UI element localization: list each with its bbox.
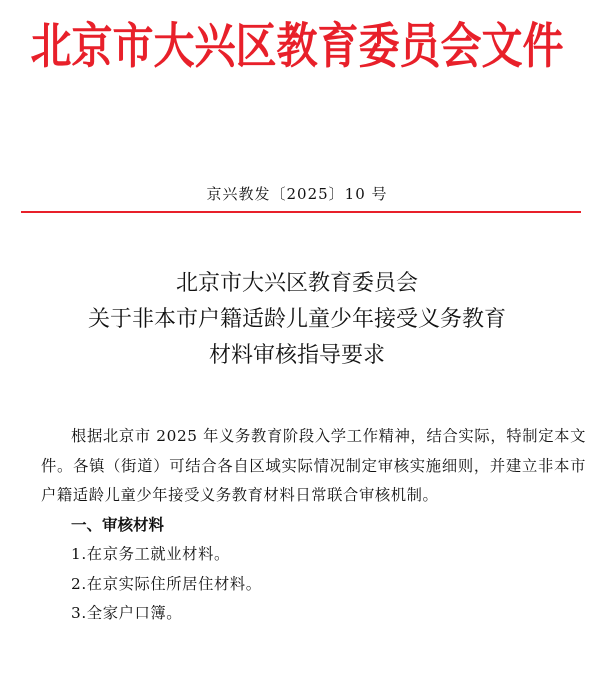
- intro-paragraph: 根据北京市 2025 年义务教育阶段入学工作精神，结合实际，特制定本文件。各镇（街道）可结合各自区域实际情况制定审核实施细则，并建立非本市户籍适龄儿童少年接受义务教育材料日常联合审核机制。: [41, 427, 586, 504]
- list-item: 3.全家户口簿。: [71, 604, 183, 622]
- title-line-3: 材料审核指导要求: [208, 343, 385, 368]
- document-number: 京兴教发〔2025〕10 号: [206, 185, 388, 203]
- issuer-masthead: 北京市大兴区教育委员会文件: [30, 17, 564, 75]
- title-line-2: 关于非本市户籍适龄儿童少年接受义务教育: [87, 307, 506, 332]
- red-divider-rule: [21, 211, 581, 213]
- list-item: 1.在京务工就业材料。: [71, 545, 230, 563]
- list-item: 2.在京实际住所居住材料。: [71, 574, 262, 593]
- document-title: [0, 266, 594, 374]
- document-body: [41, 422, 586, 629]
- title-line-1: 北京市大兴区教育委员会: [175, 271, 418, 296]
- section-heading-review-materials: 一、审核材料: [71, 515, 165, 534]
